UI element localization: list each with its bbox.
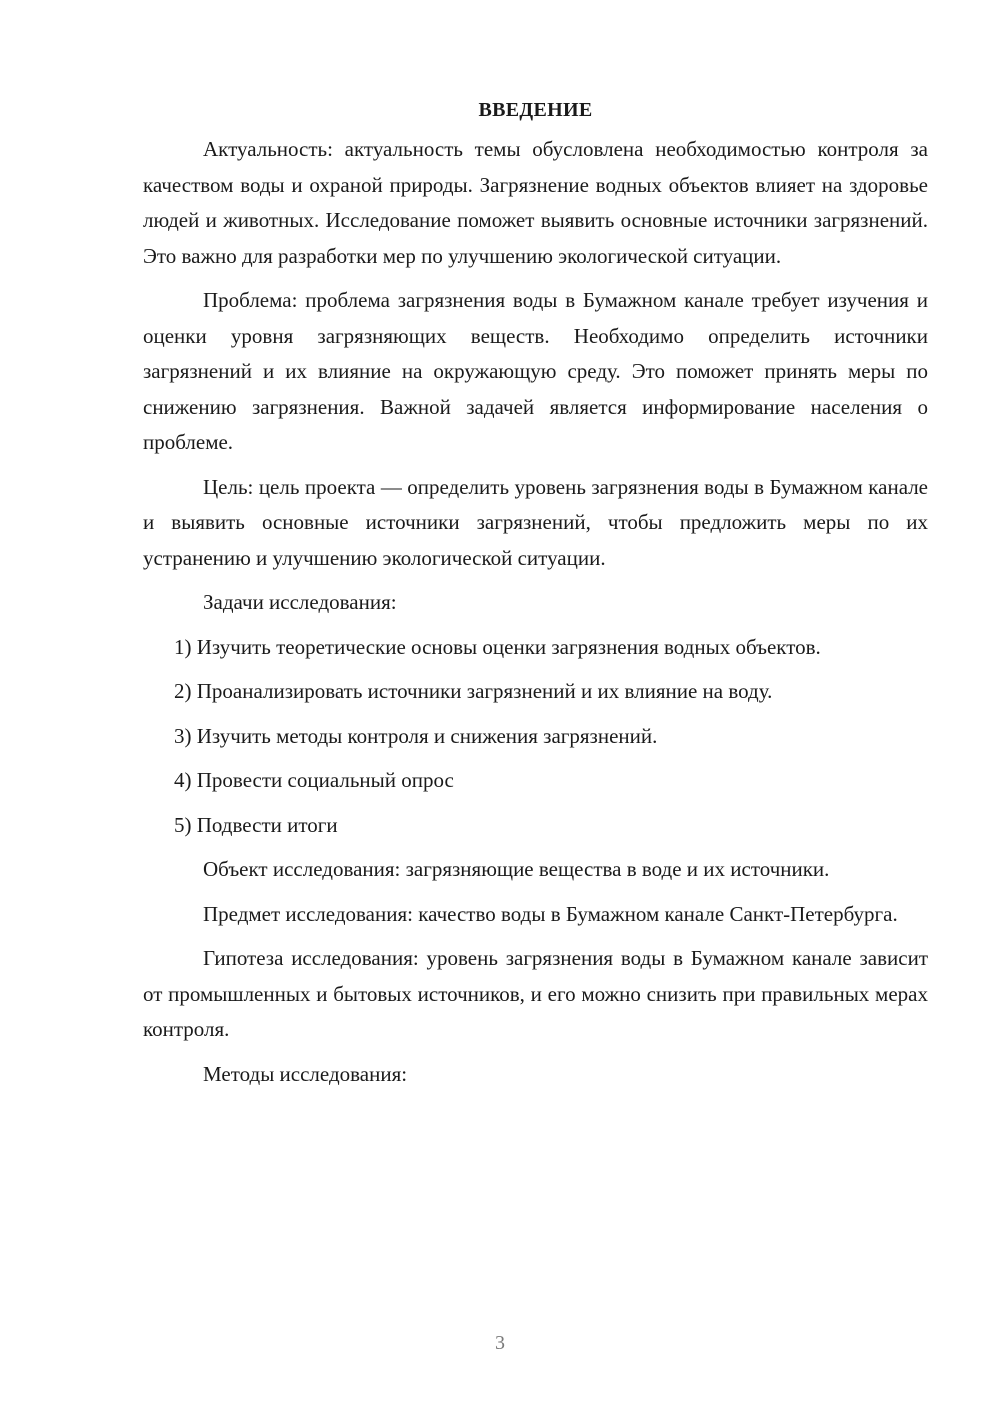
hypothesis-paragraph: Гипотеза исследования: уровень загрязнения воды в Бумажном канале зависит от промышленных и бытовых источников, и его можно снизить при правильных мерах контроля.: [143, 946, 928, 1041]
task-item-3: 3) Изучить методы контроля и снижения загрязнений.: [174, 723, 658, 748]
task-item-2: 2) Проанализировать источники загрязнений и их влияние на воду.: [174, 679, 773, 703]
tasks-heading: Задачи исследования:: [203, 590, 397, 614]
goal-paragraph: Цель: цель проекта — определить уровень загрязнения воды в Бумажном канале и выявить основные источники загрязнений, чтобы предложить меры по их устранению и улучшению экологической ситуации.: [143, 474, 928, 570]
methods-heading: Методы исследования:: [203, 1061, 408, 1086]
page-number: 3: [495, 1332, 505, 1354]
object-paragraph: Объект исследования: загрязняющие вещества в воде и их источники.: [203, 857, 830, 881]
task-item-1: 1) Изучить теоретические основы оценки загрязнения водных объектов.: [174, 634, 821, 659]
document-body: [143, 96, 928, 1101]
relevance-paragraph: Актуальность: актуальность темы обусловлена необходимостью контроля за качеством воды и охраной природы. Загрязнение водных объектов влияет на здоровье людей и животных. Исследование поможет выявить основные источники загрязнений. Это важно для разработки мер по улучшению экологической ситуации.: [143, 137, 928, 268]
problem-paragraph: Проблема: проблема загрязнения воды в Бумажном канале требует изучения и оценки уровня загрязняющих веществ. Необходимо определить источники загрязнений и их влияние на окружающую среду. Это поможет принять меры по снижению загрязнения. Важной задачей является информирование населения о проблеме.: [143, 288, 928, 454]
page-title: ВВЕДЕНИЕ: [478, 99, 593, 121]
subject-paragraph: Предмет исследования: качество воды в Бумажном канале Санкт-Петербурга.: [203, 901, 898, 926]
task-item-4: 4) Провести социальный опрос: [174, 768, 454, 792]
task-item-5: 5) Подвести итоги: [174, 812, 338, 837]
